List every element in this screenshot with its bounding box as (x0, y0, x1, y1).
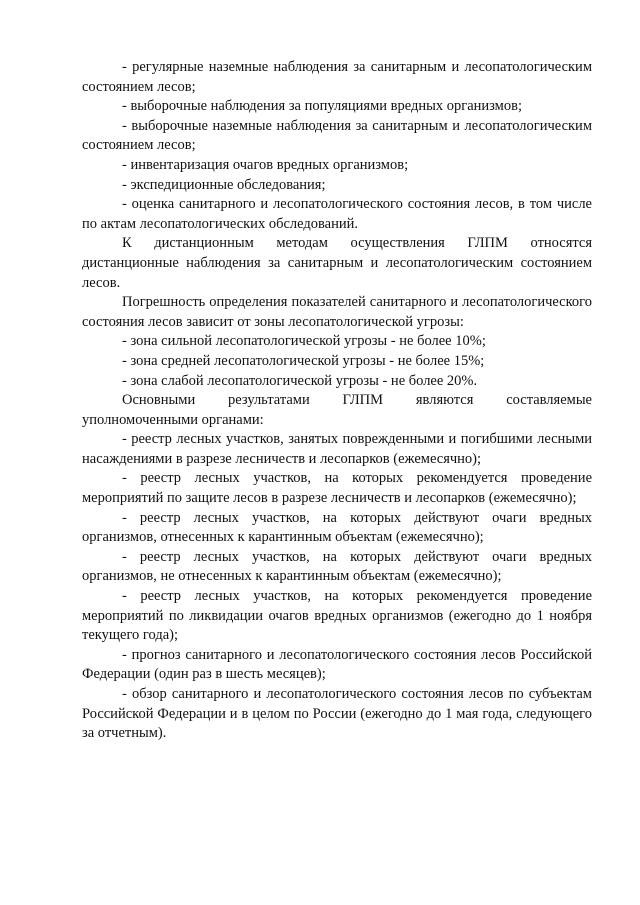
list-item-registry-elimination: - реестр лесных участков, на которых рекомендуется проведение мероприятий по ликвидации очагов вредных организмов (ежегодно до 1 ноября текущего года); (82, 588, 592, 644)
document-page (82, 58, 592, 744)
list-item-registry-quarantine: - реестр лесных участков, на которых действуют очаги вредных организмов, отнесенных к карантинным объектам (ежемесячно); (82, 509, 592, 546)
list-item-regular-observations: - регулярные наземные наблюдения за санитарным и лесопатологическим состоянием лесов; (82, 59, 592, 95)
list-item-selective-population-observations: - выборочные наблюдения за популяциями вредных организмов; (122, 98, 522, 115)
list-item-inventory: - инвентаризация очагов вредных организмов; (122, 156, 409, 173)
list-item-review: - обзор санитарного и лесопатологического состояния лесов по субъектам Российской Федерации и в целом по России (ежегодно до 1 мая года, следующего за отчетным). (82, 686, 592, 742)
list-item-medium-threat: - зона средней лесопатологической угрозы - не более 15%; (122, 352, 485, 369)
list-item-registry-non-quarantine: - реестр лесных участков, на которых действуют очаги вредных организмов, не отнесенных к карантинным объектам (ежемесячно); (82, 548, 592, 585)
list-item-weak-threat: - зона слабой лесопатологической угрозы - не более 20%. (122, 372, 478, 389)
list-item-assessment: - оценка санитарного и лесопатологического состояния лесов, в том числе по актам лесопатологических обследований. (82, 196, 592, 232)
list-item-forecast: - прогноз санитарного и лесопатологического состояния лесов Российской Федерации (один раз в шесть месяцев); (82, 646, 592, 683)
list-item-selective-ground-observations: - выборочные наземные наблюдения за санитарным и лесопатологическим состоянием лесов; (82, 117, 592, 154)
list-item-registry-damaged: - реестр лесных участков, занятых поврежденными и погибшими лесными насаждениями в разрезе лесничеств и лесопарков (ежемесячно); (82, 431, 592, 467)
list-item-expeditions: - экспедиционные обследования; (122, 176, 326, 193)
list-item-strong-threat: - зона сильной лесопатологической угрозы - не более 10%; (122, 333, 486, 350)
paragraph-remote-methods: К дистанционным методам осуществления ГЛПМ относятся дистанционные наблюдения за санитарным и лесопатологическим состоянием лесов. (82, 235, 592, 291)
paragraph-main-results: Основными результатами ГЛПМ являются составляемые уполномоченными органами: (82, 392, 592, 428)
list-item-registry-protection: - реестр лесных участков, на которых рекомендуется проведение мероприятий по защите лесов в разрезе лесничеств и лесопарков (ежемесячно); (82, 470, 592, 507)
paragraph-error-margin: Погрешность определения показателей санитарного и лесопатологического состояния лесов зависит от зоны лесопатологической угрозы: (82, 294, 592, 330)
